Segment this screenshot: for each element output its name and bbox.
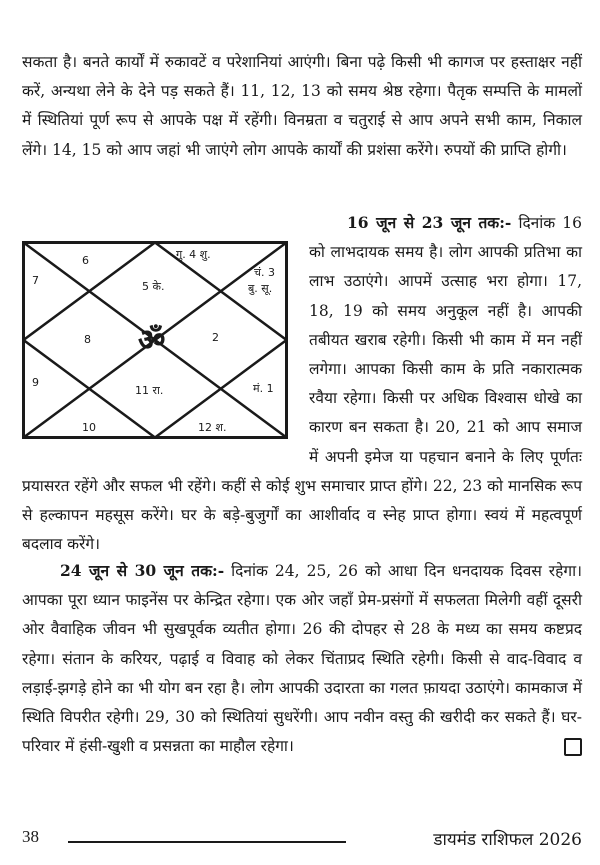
horoscope-chart — [22, 241, 288, 439]
house-label-9: 12 श. — [198, 421, 227, 434]
house-label-12-line1: चं. 3 — [254, 266, 275, 279]
end-of-section-box-icon — [564, 738, 582, 756]
om-symbol-icon: ॐ — [138, 323, 166, 358]
house-label-8: 11 रा. — [135, 384, 164, 397]
book-title: डायमंड राशिफल 2026 — [433, 830, 582, 850]
section-heading-16-23: 16 जून से 23 जून तक:- — [347, 213, 512, 232]
house-label-2: 5 के. — [142, 280, 165, 293]
section-heading-24-30: 24 जून से 30 जून तक:- — [60, 561, 225, 580]
footer-divider — [68, 841, 346, 843]
house-label-1: गु. 4 शु. — [176, 248, 211, 261]
paragraph-intro: सकता है। बनते कार्यों में रुकावटें व परेशानियां आएंगी। बिना पढ़े किसी भी कागज पर हस्ताक्षर नहीं करें, अन्यथा लेने के देने पड़ सकते हैं। 11, 12, 13 को समय श्रेष्ठ रहेगा। पैतृक सम्पत्ति के मामलों में स्थितियां पूर्ण रूप से आपके पक्ष में रहेंगी। विनम्रता व चतुराई से आप अपने सभी काम, निकाल लेंगे। 14, 15 को आप जहां भी जाएंगे लोग आपके कार्यों की प्रशंसा करेंगे। रुपयों की प्राप्ति होगी। — [22, 53, 582, 159]
page-number: 38 — [22, 827, 39, 846]
house-label-4: 7 — [32, 274, 39, 287]
house-label-6: 9 — [32, 376, 39, 389]
section-body-16-23: दिनांक 16 को लाभदायक समय है। लोग आपकी प्रतिभा का लाभ उठाएंगे। आपमें उत्साह भरा होगा। 17, 18, 19 को समय अनुकूल नहीं है। आपकी तबीयत खराब रहेगी। किसी भी काम में मन नहीं लगेगा। आपका किसी काम के प्रति नकारात्मक रवैया रहेगा। किसी पर अधिक विश्वास धोखे का कारण बन सकता है। 20, 21 को आप समाज में अपनी इमेज या पहचान बनाने के लिए पूर्णतः प्रयासरत रहेंगे और सफल भी रहेंगे। कहीं से कोई शुभ समाचार प्राप्त होंगे। 22, 23 को मानसिक रूप से हल्कापन महसूस करेंगे। घर के बड़े-बुजुर्गों का आशीर्वाद व स्नेह प्राप्त होगा। स्वयं में महत्वपूर्ण बदलाव करेंगे। — [22, 214, 583, 554]
house-label-11: 2 — [212, 331, 219, 344]
house-label-10: मं. 1 — [253, 382, 274, 395]
house-label-7: 10 — [82, 421, 96, 434]
house-label-3: 6 — [82, 254, 89, 267]
section-24-30-june — [22, 556, 582, 761]
section-body-24-30: दिनांक 24, 25, 26 को आधा दिन धनदायक दिवस रहेगा। आपका पूरा ध्यान फाइनेंस पर केन्द्रित रहेगा। एक ओर जहाँ प्रेम-प्रसंगों में सफलता मिलेगी वहीं दूसरी ओर वैवाहिक जीवन भी सुखपूर्वक व्यतीत होगा। 26 की दोपहर से 28 के मध्य का समय कष्टप्रद रहेगा। संतान के करियर, पढ़ाई व विवाह को लेकर चिंताप्रद स्थिति रहेगी। किसी से वाद-विवाद व लड़ाई-झगड़े होने का भी योग बन रहा है। लोग आपकी उदारता का गलत फ़ायदा उठाएंगे। कामकाज में स्थिति विपरीत रहेगी। 29, 30 को स्थितियां सुधरेंगी। आप नवीन वस्तु की खरीदी कर सकते हैं। घर-परिवार में हंसी-खुशी व प्रसन्नता का माहौल रहेगा। — [22, 562, 582, 756]
house-label-5: 8 — [84, 333, 91, 346]
page-footer — [22, 827, 582, 851]
house-label-12-line2: बु. सू. — [248, 282, 273, 295]
